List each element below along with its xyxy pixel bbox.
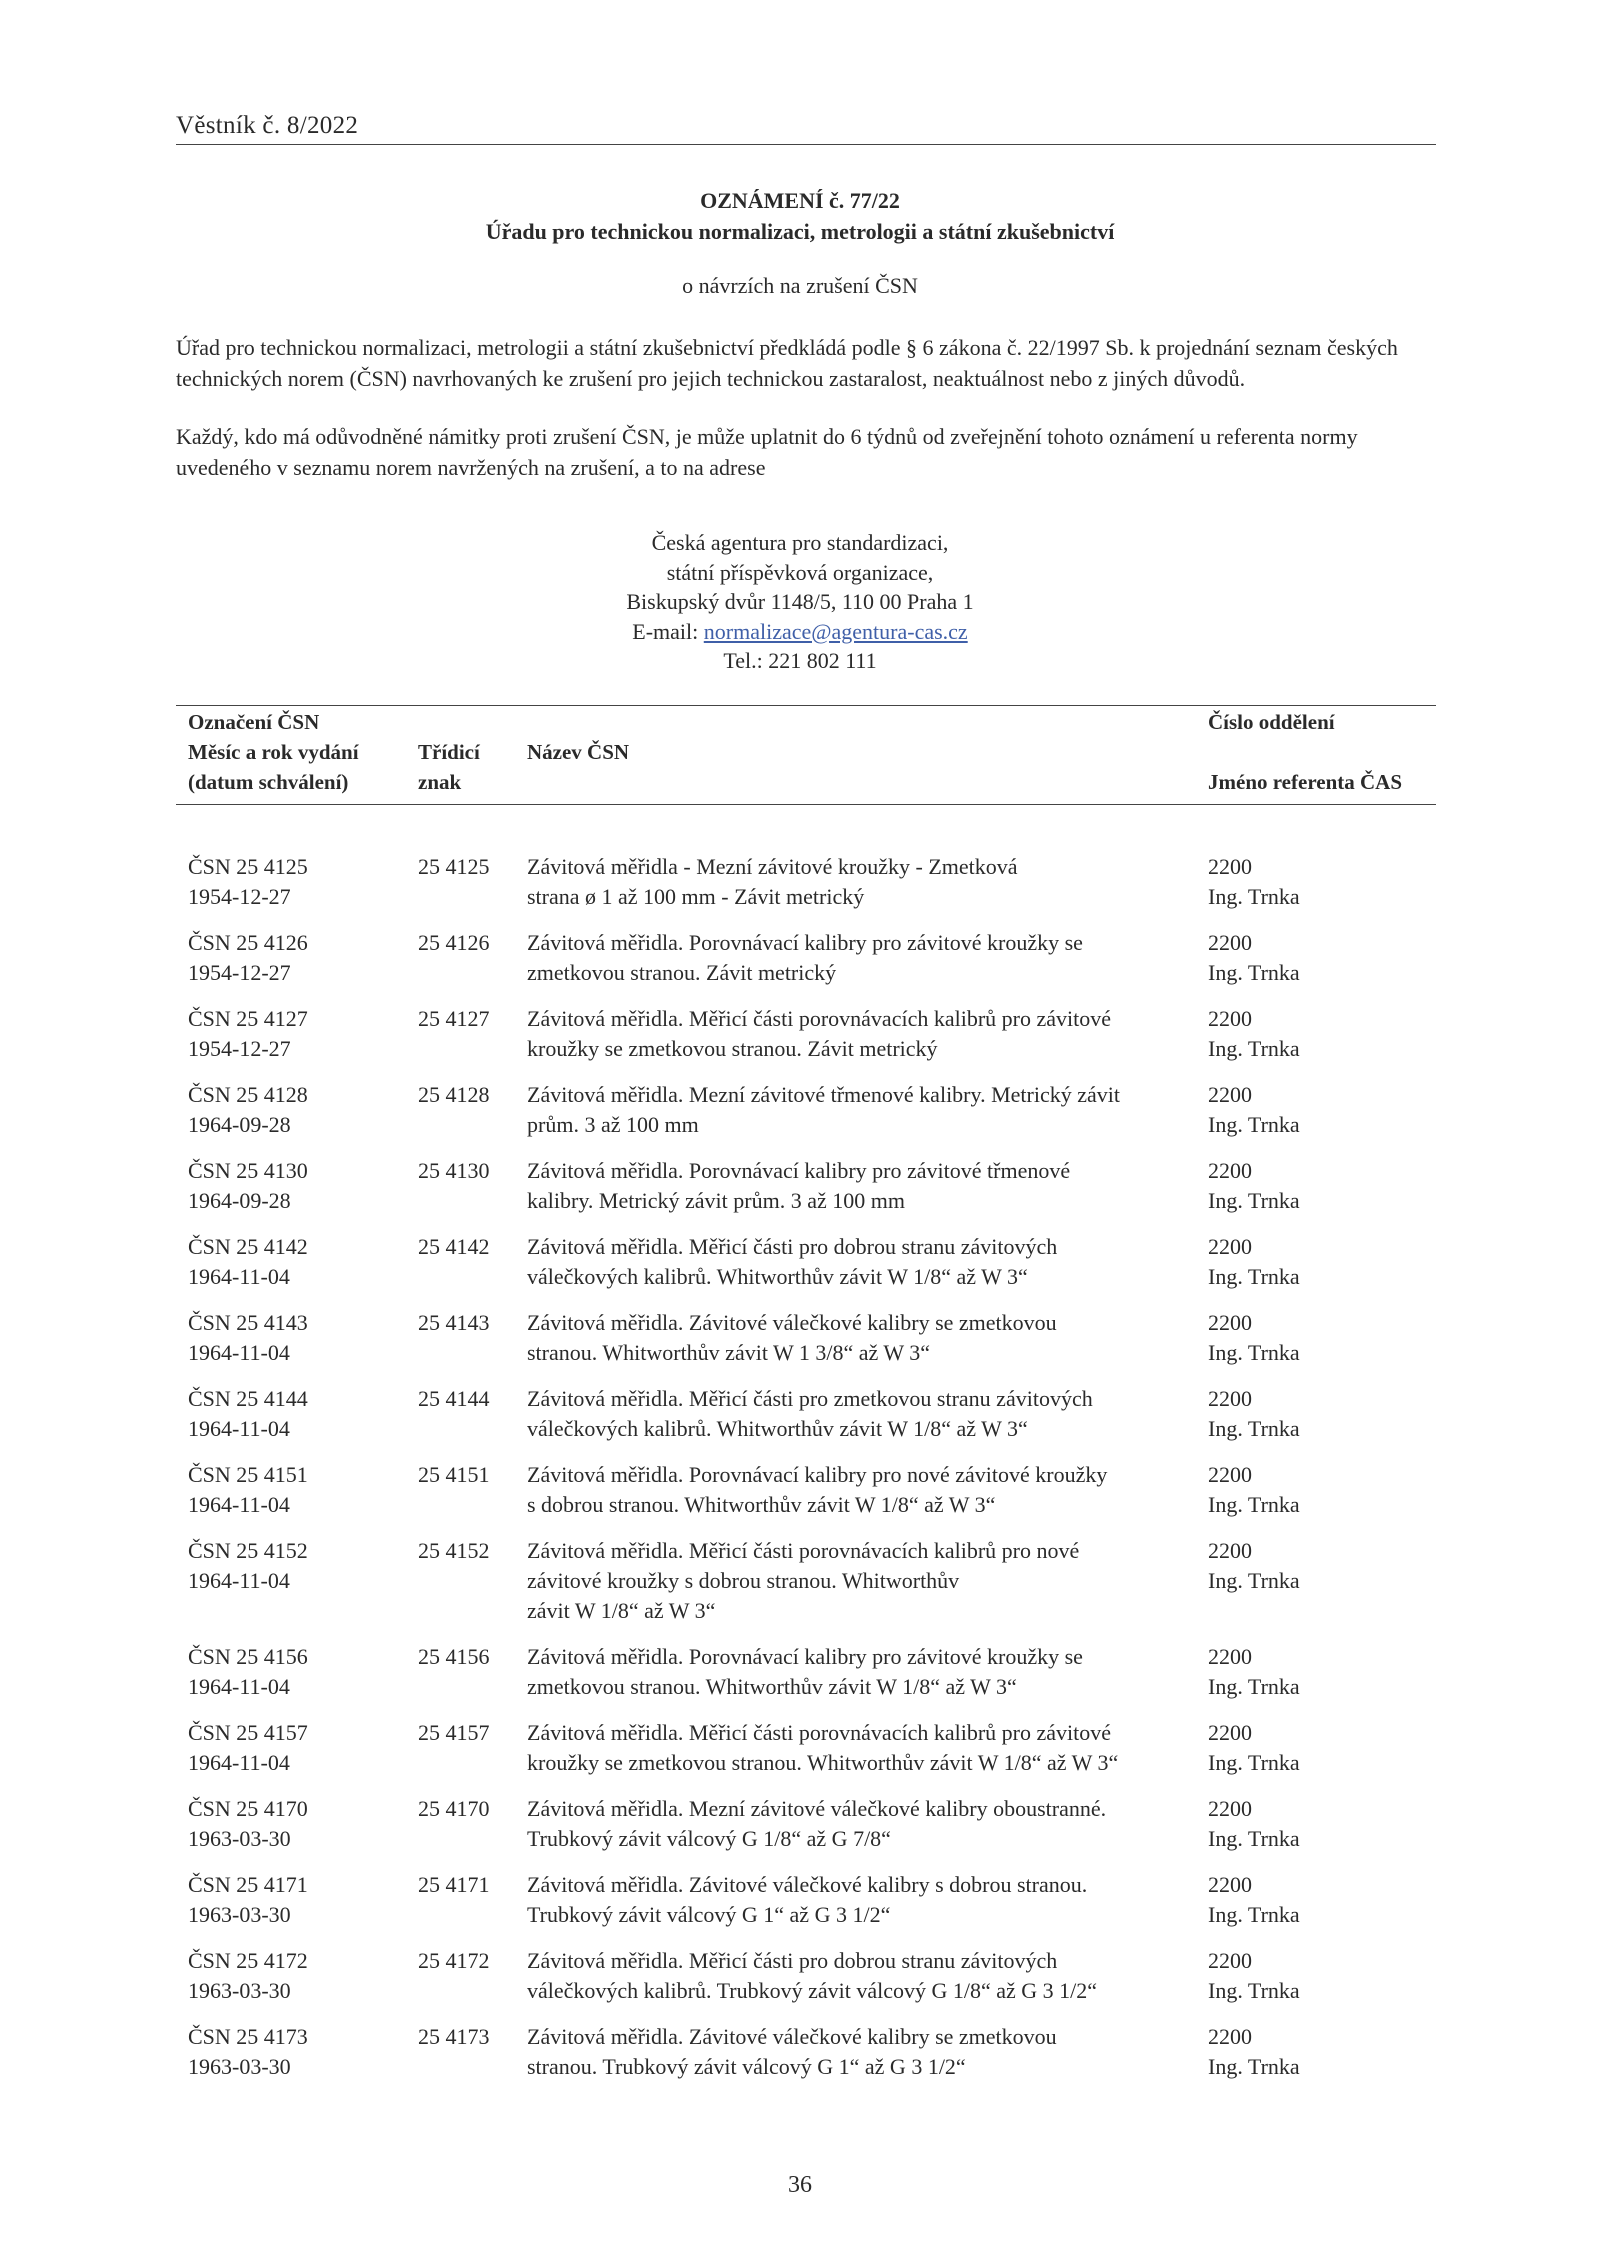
standard-name-line: válečkových kalibrů. Whitworthův závit W 1/8“ až W 3“ bbox=[527, 1416, 1028, 1441]
standard-name bbox=[527, 1156, 1202, 1216]
issue-date: 1954-12-27 bbox=[188, 884, 291, 909]
address-block bbox=[0, 528, 1600, 676]
standard-name bbox=[527, 1946, 1202, 2006]
standard-name-line: zmetkovou stranou. Whitworthův závit W 1/8“ až W 3“ bbox=[527, 1674, 1017, 1699]
class-code: 25 4144 bbox=[418, 1386, 490, 1411]
cell-designation bbox=[188, 852, 408, 912]
issue-date: 1963-03-30 bbox=[188, 2054, 291, 2079]
table-row bbox=[176, 1308, 1436, 1368]
standard-name-line: Závitová měřidla. Měřicí části porovnávacích kalibrů pro nové bbox=[527, 1538, 1080, 1563]
intro-paragraph: Úřad pro technickou normalizaci, metrologii a státní zkušebnictví předkládá podle § 6 zákona č. 22/1997 Sb. k projednání seznam českých technických norem (ČSN) navrhovaných ke zrušení pro jejich technickou zastaralost, neaktuálnost nebo z jiných důvodů. bbox=[176, 335, 1398, 391]
department-number: 2200 bbox=[1208, 854, 1252, 879]
cell-department bbox=[1208, 1946, 1408, 2006]
standard-name-line: Závitová měřidla. Porovnávací kalibry pro závitové třmenové bbox=[527, 1158, 1071, 1183]
referent-name: Ing. Trnka bbox=[1208, 1978, 1300, 2003]
standard-name-line: Závitová měřidla. Měřicí části pro dobrou stranu závitových bbox=[527, 1234, 1058, 1259]
standard-name-line: stranou. Trubkový závit válcový G 1“ až G 3 1/2“ bbox=[527, 2054, 966, 2079]
class-code: 25 4152 bbox=[418, 1538, 490, 1563]
csn-designation: ČSN 25 4151 bbox=[188, 1462, 308, 1487]
cell-department bbox=[1208, 1718, 1408, 1778]
notice-issuer: Úřadu pro technickou normalizaci, metrologii a státní zkušebnictví bbox=[485, 219, 1115, 244]
standard-name-line: kalibry. Metrický závit prům. 3 až 100 mm bbox=[527, 1188, 905, 1213]
department-number: 2200 bbox=[1208, 1158, 1252, 1183]
cell-department bbox=[1208, 1794, 1408, 1854]
standard-name-line: zmetkovou stranou. Závit metrický bbox=[527, 960, 837, 985]
header-class-code-2: znak bbox=[418, 770, 462, 794]
cell-designation bbox=[188, 1460, 408, 1520]
standard-name bbox=[527, 1536, 1202, 1626]
referent-name: Ing. Trnka bbox=[1208, 1036, 1300, 1061]
header-issue-date: Měsíc a rok vydání bbox=[188, 740, 359, 764]
cell-department bbox=[1208, 1004, 1408, 1064]
issue-date: 1964-11-04 bbox=[188, 1568, 290, 1593]
table-row bbox=[176, 1536, 1436, 1626]
standard-name-line: Závitová měřidla. Porovnávací kalibry pro závitové kroužky se bbox=[527, 1644, 1083, 1669]
table-row bbox=[176, 1460, 1436, 1520]
csn-designation: ČSN 25 4156 bbox=[188, 1644, 308, 1669]
class-code: 25 4127 bbox=[418, 1006, 490, 1031]
csn-designation: ČSN 25 4173 bbox=[188, 2024, 308, 2049]
referent-name: Ing. Trnka bbox=[1208, 1416, 1300, 1441]
issue-date: 1963-03-30 bbox=[188, 1826, 291, 1851]
header-name: Název ČSN bbox=[527, 740, 630, 764]
address-org: Česká agentura pro standardizaci, bbox=[651, 530, 949, 555]
standard-name-line: Závitová měřidla. Měřicí části porovnávacích kalibrů pro závitové bbox=[527, 1006, 1111, 1031]
cell-department bbox=[1208, 1232, 1408, 1292]
header-approval: (datum schválení) bbox=[188, 770, 349, 794]
table-row bbox=[176, 1004, 1436, 1064]
table-row bbox=[176, 928, 1436, 988]
standard-name-line: strana ø 1 až 100 mm - Závit metrický bbox=[527, 884, 865, 909]
csn-designation: ČSN 25 4127 bbox=[188, 1006, 308, 1031]
cell-department bbox=[1208, 1080, 1408, 1140]
cell-department bbox=[1208, 1642, 1408, 1702]
notice-title bbox=[0, 185, 1600, 247]
department-number: 2200 bbox=[1208, 1948, 1252, 1973]
standard-name bbox=[527, 1004, 1202, 1064]
table-row bbox=[176, 1718, 1436, 1778]
cell-designation bbox=[188, 1308, 408, 1368]
standard-name-line: Závitová měřidla. Měřicí části pro zmetkovou stranu závitových bbox=[527, 1386, 1093, 1411]
class-code: 25 4170 bbox=[418, 1796, 490, 1821]
standard-name-line: Závitová měřidla. Měřicí části pro dobrou stranu závitových bbox=[527, 1948, 1058, 1973]
header-department: Číslo oddělení bbox=[1208, 710, 1335, 734]
cell-designation bbox=[188, 928, 408, 988]
issue-date: 1964-11-04 bbox=[188, 1750, 290, 1775]
table-row bbox=[176, 852, 1436, 912]
department-number: 2200 bbox=[1208, 1462, 1252, 1487]
address-org-type: státní příspěvková organizace, bbox=[666, 559, 934, 585]
cell-designation bbox=[188, 1156, 408, 1216]
department-number: 2200 bbox=[1208, 1644, 1252, 1669]
csn-designation: ČSN 25 4157 bbox=[188, 1720, 308, 1745]
email-label: E-mail: bbox=[632, 618, 704, 644]
issue-date: 1964-11-04 bbox=[188, 1340, 290, 1365]
standard-name-line: Závitová měřidla. Mezní závitové válečkové kalibry oboustranné. bbox=[527, 1796, 1107, 1821]
standard-name bbox=[527, 852, 1202, 912]
issue-date: 1954-12-27 bbox=[188, 1036, 291, 1061]
standard-name-line: Závitová měřidla. Porovnávací kalibry pro závitové kroužky se bbox=[527, 930, 1083, 955]
department-number: 2200 bbox=[1208, 930, 1252, 955]
standard-name-line: Závitová měřidla. Měřicí části porovnávacích kalibrů pro závitové bbox=[527, 1720, 1111, 1745]
cell-designation bbox=[188, 1794, 408, 1854]
table-row bbox=[176, 1794, 1436, 1854]
csn-designation: ČSN 25 4144 bbox=[188, 1386, 308, 1411]
referent-name: Ing. Trnka bbox=[1208, 1674, 1300, 1699]
issue-date: 1964-11-04 bbox=[188, 1492, 290, 1517]
department-number: 2200 bbox=[1208, 1386, 1252, 1411]
csn-designation: ČSN 25 4130 bbox=[188, 1158, 308, 1183]
cell-designation bbox=[188, 1536, 408, 1596]
standards-table bbox=[176, 705, 1436, 2098]
standard-name-line: kroužky se zmetkovou stranou. Whitworthův závit W 1/8“ až W 3“ bbox=[527, 1750, 1119, 1775]
department-number: 2200 bbox=[1208, 1720, 1252, 1745]
referent-name: Ing. Trnka bbox=[1208, 1568, 1300, 1593]
csn-designation: ČSN 25 4126 bbox=[188, 930, 308, 955]
standard-name bbox=[527, 1870, 1202, 1930]
referent-name: Ing. Trnka bbox=[1208, 1188, 1300, 1213]
referent-name: Ing. Trnka bbox=[1208, 1750, 1300, 1775]
standard-name bbox=[527, 1384, 1202, 1444]
table-body bbox=[176, 805, 1436, 2082]
referent-name: Ing. Trnka bbox=[1208, 1492, 1300, 1517]
referent-name: Ing. Trnka bbox=[1208, 1902, 1300, 1927]
class-code: 25 4171 bbox=[418, 1872, 490, 1897]
header-designation: Označení ČSN bbox=[188, 710, 320, 734]
issue-date: 1964-09-28 bbox=[188, 1112, 291, 1137]
cell-department bbox=[1208, 2022, 1408, 2082]
class-code: 25 4126 bbox=[418, 930, 490, 955]
standard-name-line: Závitová měřidla. Závitové válečkové kalibry se zmetkovou bbox=[527, 2024, 1057, 2049]
page-number: 36 bbox=[788, 2172, 812, 2198]
standard-name bbox=[527, 1460, 1202, 1520]
class-code: 25 4128 bbox=[418, 1082, 490, 1107]
standard-name-line: stranou. Whitworthův závit W 1 3/8“ až W 3“ bbox=[527, 1340, 931, 1365]
csn-designation: ČSN 25 4128 bbox=[188, 1082, 308, 1107]
issue-date: 1964-11-04 bbox=[188, 1264, 290, 1289]
referent-name: Ing. Trnka bbox=[1208, 2054, 1300, 2079]
issue-date: 1964-09-28 bbox=[188, 1188, 291, 1213]
standard-name-line: s dobrou stranou. Whitworthův závit W 1/8“ až W 3“ bbox=[527, 1492, 996, 1517]
standard-name bbox=[527, 1642, 1202, 1702]
cell-designation bbox=[188, 1718, 408, 1778]
cell-department bbox=[1208, 928, 1408, 988]
cell-designation bbox=[188, 2022, 408, 2082]
class-code: 25 4173 bbox=[418, 2024, 490, 2049]
department-number: 2200 bbox=[1208, 1310, 1252, 1335]
address-email-line bbox=[0, 617, 1600, 647]
cell-department bbox=[1208, 852, 1408, 912]
address-street: Biskupský dvůr 1148/5, 110 00 Praha 1 bbox=[626, 589, 974, 614]
department-number: 2200 bbox=[1208, 1006, 1252, 1031]
table-row bbox=[176, 1946, 1436, 2006]
class-code: 25 4151 bbox=[418, 1462, 490, 1487]
standard-name bbox=[527, 1718, 1202, 1778]
referent-name: Ing. Trnka bbox=[1208, 1112, 1300, 1137]
standard-name-line: Závitová měřidla. Závitové válečkové kalibry se zmetkovou bbox=[527, 1310, 1057, 1335]
cell-department bbox=[1208, 1536, 1408, 1596]
class-code: 25 4143 bbox=[418, 1310, 490, 1335]
standard-name bbox=[527, 928, 1202, 988]
department-number: 2200 bbox=[1208, 1538, 1252, 1563]
standard-name-line: kroužky se zmetkovou stranou. Závit metrický bbox=[527, 1036, 938, 1061]
csn-designation: ČSN 25 4171 bbox=[188, 1872, 308, 1897]
class-code: 25 4172 bbox=[418, 1948, 490, 1973]
address-phone: Tel.: 221 802 111 bbox=[723, 648, 877, 673]
issue-date: 1963-03-30 bbox=[188, 1902, 291, 1927]
cell-department bbox=[1208, 1156, 1408, 1216]
class-code: 25 4125 bbox=[418, 854, 490, 879]
standard-name bbox=[527, 2022, 1202, 2082]
notice-number: OZNÁMENÍ č. 77/22 bbox=[700, 188, 900, 213]
table-row bbox=[176, 1232, 1436, 1292]
referent-name: Ing. Trnka bbox=[1208, 1264, 1300, 1289]
standard-name-line: Závitová měřidla - Mezní závitové kroužky - Zmetková bbox=[527, 854, 1018, 879]
cell-department bbox=[1208, 1384, 1408, 1444]
table-row bbox=[176, 1870, 1436, 1930]
standard-name-line: závit W 1/8“ až W 3“ bbox=[527, 1598, 716, 1623]
csn-designation: ČSN 25 4170 bbox=[188, 1796, 308, 1821]
issue-date: 1954-12-27 bbox=[188, 960, 291, 985]
referent-name: Ing. Trnka bbox=[1208, 1340, 1300, 1365]
referent-name: Ing. Trnka bbox=[1208, 1826, 1300, 1851]
standard-name bbox=[527, 1308, 1202, 1368]
cell-designation bbox=[188, 1946, 408, 2006]
referent-name: Ing. Trnka bbox=[1208, 960, 1300, 985]
table-row bbox=[176, 1384, 1436, 1444]
department-number: 2200 bbox=[1208, 1872, 1252, 1897]
class-code: 25 4142 bbox=[418, 1234, 490, 1259]
standard-name-line: Trubkový závit válcový G 1“ až G 3 1/2“ bbox=[527, 1902, 891, 1927]
class-code: 25 4156 bbox=[418, 1644, 490, 1669]
referent-name: Ing. Trnka bbox=[1208, 884, 1300, 909]
table-row bbox=[176, 1080, 1436, 1140]
table-header bbox=[176, 706, 1436, 805]
issue-date: 1963-03-30 bbox=[188, 1978, 291, 2003]
standard-name-line: Závitová měřidla. Mezní závitové třmenové kalibry. Metrický závit bbox=[527, 1082, 1120, 1107]
csn-designation: ČSN 25 4172 bbox=[188, 1948, 308, 1973]
standard-name-line: válečkových kalibrů. Whitworthův závit W 1/8“ až W 3“ bbox=[527, 1264, 1028, 1289]
cell-designation bbox=[188, 1642, 408, 1702]
standard-name bbox=[527, 1232, 1202, 1292]
cell-designation bbox=[188, 1004, 408, 1064]
standard-name-line: závitové kroužky s dobrou stranou. Whitworthův bbox=[527, 1568, 960, 1593]
class-code: 25 4157 bbox=[418, 1720, 490, 1745]
department-number: 2200 bbox=[1208, 1234, 1252, 1259]
class-code: 25 4130 bbox=[418, 1158, 490, 1183]
csn-designation: ČSN 25 4143 bbox=[188, 1310, 308, 1335]
csn-designation: ČSN 25 4142 bbox=[188, 1234, 308, 1259]
issue-date: 1964-11-04 bbox=[188, 1416, 290, 1441]
cell-designation bbox=[188, 1080, 408, 1140]
standard-name-line: válečkových kalibrů. Trubkový závit válcový G 1/8“ až G 3 1/2“ bbox=[527, 1978, 1098, 2003]
standard-name bbox=[527, 1794, 1202, 1854]
cell-department bbox=[1208, 1460, 1408, 1520]
header-referent: Jméno referenta ČAS bbox=[1208, 770, 1403, 794]
standard-name-line: Závitová měřidla. Porovnávací kalibry pro nové závitové kroužky bbox=[527, 1462, 1108, 1487]
csn-designation: ČSN 25 4152 bbox=[188, 1538, 308, 1563]
standard-name-line: Trubkový závit válcový G 1/8“ až G 7/8“ bbox=[527, 1826, 891, 1851]
cell-designation bbox=[188, 1870, 408, 1930]
csn-designation: ČSN 25 4125 bbox=[188, 854, 308, 879]
standard-name-line: prům. 3 až 100 mm bbox=[527, 1112, 699, 1137]
department-number: 2200 bbox=[1208, 1082, 1252, 1107]
objection-paragraph: Každý, kdo má odůvodněné námitky proti zrušení ČSN, je může uplatnit do 6 týdnů od zveřejnění tohoto oznámení u referenta normy uvedeného v seznamu norem navržených na zrušení, a to na adrese bbox=[176, 424, 1358, 480]
cell-department bbox=[1208, 1308, 1408, 1368]
header-class-code: Třídicí bbox=[418, 740, 480, 764]
running-header: Věstník č. 8/2022 bbox=[176, 112, 1436, 145]
cell-department bbox=[1208, 1870, 1408, 1930]
cell-designation bbox=[188, 1384, 408, 1444]
cell-designation bbox=[188, 1232, 408, 1292]
table-row bbox=[176, 1642, 1436, 1702]
standard-name-line: Závitová měřidla. Závitové válečkové kalibry s dobrou stranou. bbox=[527, 1872, 1088, 1897]
department-number: 2200 bbox=[1208, 1796, 1252, 1821]
department-number: 2200 bbox=[1208, 2024, 1252, 2049]
email-link[interactable]: normalizace@agentura-cas.cz bbox=[703, 618, 968, 644]
table-row bbox=[176, 2022, 1436, 2082]
standard-name bbox=[527, 1080, 1202, 1140]
notice-subject: o návrzích na zrušení ČSN bbox=[682, 273, 918, 298]
table-row bbox=[176, 1156, 1436, 1216]
issue-date: 1964-11-04 bbox=[188, 1674, 290, 1699]
